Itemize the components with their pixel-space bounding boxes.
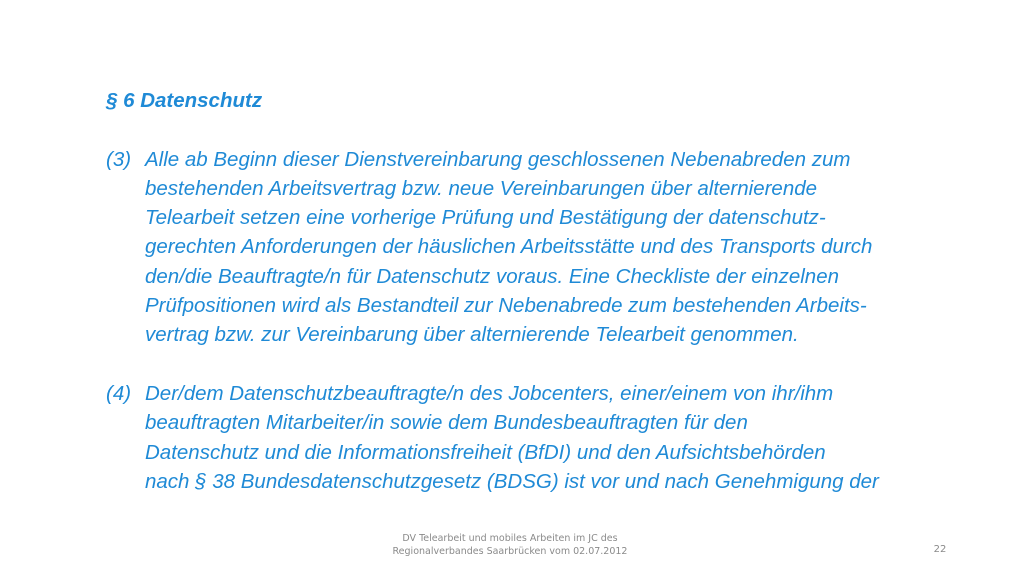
- slide-footer: [360, 532, 660, 558]
- paragraph-line: den/die Beauftragte/n für Datenschutz voraus. Eine Checkliste der einzelnen: [145, 264, 839, 288]
- paragraph-number: (4): [106, 381, 132, 405]
- paragraph-line: Telearbeit setzen eine vorherige Prüfung und Bestätigung der datenschutz-: [145, 206, 826, 230]
- paragraph-line: nach § 38 Bundesdatenschutzgesetz (BDSG) ist vor und nach Genehmigung der: [145, 469, 879, 493]
- footer-line: Regionalverbandes Saarbrücken vom 02.07.2012: [392, 546, 628, 557]
- footer-line: DV Telearbeit und mobiles Arbeiten im JC des: [402, 533, 618, 544]
- paragraph-line: Der/dem Datenschutzbeauftragte/n des Jobcenters, einer/einem von ihr/ihm: [145, 381, 834, 405]
- paragraph-line: bestehenden Arbeitsvertrag bzw. neue Vereinbarungen über alternierende: [145, 176, 818, 200]
- paragraph-line: beauftragten Mitarbeiter/in sowie dem Bundesbeauftragten für den: [145, 411, 748, 435]
- paragraph-line: Prüfpositionen wird als Bestandteil zur Nebenabrede zum bestehenden Arbeits-: [145, 294, 867, 318]
- page-number: 22: [933, 544, 947, 555]
- section-heading: § 6 Datenschutz: [106, 89, 263, 112]
- paragraph-number: (3): [106, 147, 132, 171]
- paragraph-line: gerechten Anforderungen der häuslichen Arbeitsstätte und des Transports durch: [145, 235, 873, 259]
- slide-body: [106, 86, 956, 525]
- paragraph-3: [106, 145, 956, 350]
- paragraph-line: Alle ab Beginn dieser Dienstvereinbarung geschlossenen Nebenabreden zum: [145, 147, 851, 171]
- paragraph-line: vertrag bzw. zur Vereinbarung über alternierende Telearbeit genommen.: [145, 323, 799, 347]
- paragraph-line: Datenschutz und die Informationsfreiheit (BfDI) und den Aufsichtsbehörden: [145, 440, 826, 464]
- paragraph-4: [106, 379, 956, 496]
